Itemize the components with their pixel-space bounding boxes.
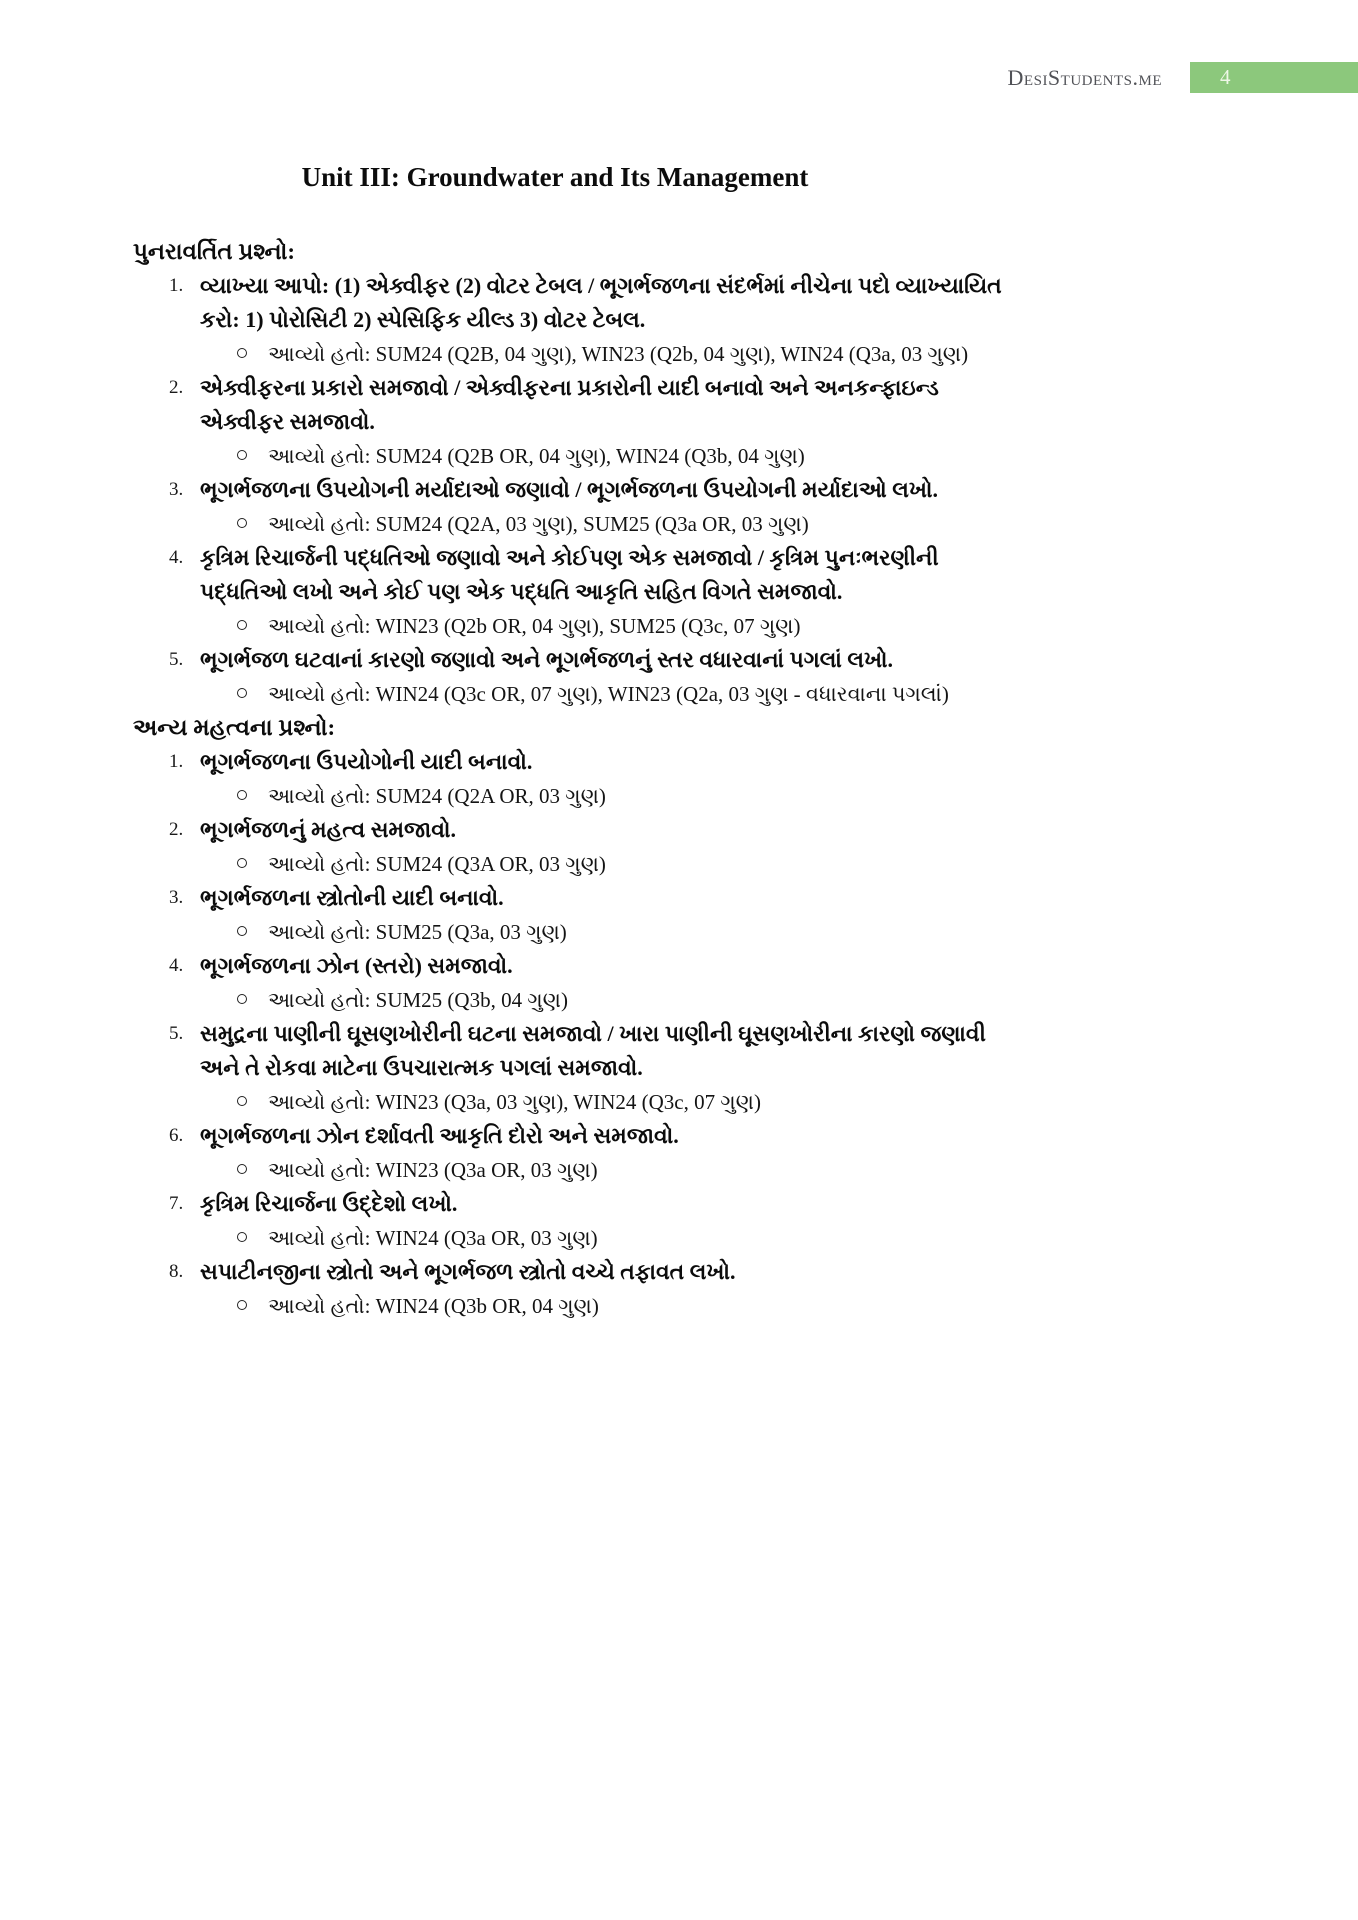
appeared-in-text: આવ્યો હતો: SUM24 (Q2B OR, 04 ગુણ), WIN24 (Q3b, 04 ગુણ) [268,444,805,468]
question-text: વ્યાખ્યા આપો: (1) એક્વીફર (2) વોટર ટેબલ / ભૂગર્ભજળના સંદર્ભમાં નીચેના પદો વ્યાખ્યાયિત કરો: 1) પોરોસિટી 2) સ્પેસિફિક યીલ્ડ 3) વોટર ટેબલ. [200,273,1002,332]
section-repeated-questions [133,235,1017,711]
appeared-in-text: આવ્યો હતો: WIN24 (Q3c OR, 07 ગુણ), WIN23 (Q2a, 03 ગુણ - વધારવાના પગલાં) [268,682,949,706]
item-number: 4. [169,955,184,976]
item-number: 1. [169,751,184,772]
appeared-in-text: આવ્યો હતો: SUM25 (Q3a, 03 ગુણ) [268,920,567,944]
question-text: ભૂગર્ભજળનું મહત્વ સમજાવો. [200,817,456,842]
item-number: 4. [169,547,184,568]
question-item [133,1017,1017,1119]
item-number: 2. [169,819,184,840]
item-number: 8. [169,1261,184,1282]
appeared-in-text: આવ્યો હતો: WIN24 (Q3a OR, 03 ગુણ) [268,1226,598,1250]
question-item [133,1255,1017,1323]
item-number: 2. [169,377,184,398]
circle-bullet-icon [237,994,247,1004]
question-item [133,1187,1017,1255]
circle-bullet-icon [237,1232,247,1242]
question-text: ભૂગર્ભજળના સ્ત્રોતોની યાદી બનાવો. [200,885,504,910]
item-number: 6. [169,1125,184,1146]
circle-bullet-icon [237,790,247,800]
circle-bullet-icon [237,1300,247,1310]
section-heading-other: અન્ય મહત્વના પ્રશ્નો: [133,715,336,740]
question-item [133,473,1017,541]
circle-bullet-icon [237,1096,247,1106]
appeared-in-text: આવ્યો હતો: WIN23 (Q3a, 03 ગુણ), WIN24 (Q3c, 07 ગુણ) [268,1090,761,1114]
circle-bullet-icon [237,518,247,528]
appeared-in-text: આવ્યો હતો: SUM24 (Q2A OR, 03 ગુણ) [268,784,606,808]
circle-bullet-icon [237,926,247,936]
question-item [133,813,1017,881]
question-item [133,269,1017,371]
page-number-badge: 4 [1190,62,1358,93]
item-number: 7. [169,1193,184,1214]
page-header [0,62,1358,96]
question-item [133,1119,1017,1187]
question-text: કૃત્રિમ રિચાર્જના ઉદ્દેશો લખો. [200,1191,458,1216]
appeared-in-text: આવ્યો હતો: SUM24 (Q2B, 04 ગુણ), WIN23 (Q2b, 04 ગુણ), WIN24 (Q3a, 03 ગુણ) [268,342,969,366]
circle-bullet-icon [237,858,247,868]
appeared-in-text: આવ્યો હતો: WIN24 (Q3b OR, 04 ગુણ) [268,1294,599,1318]
question-item [133,643,1017,711]
site-name: DesiStudents.me [1007,65,1162,90]
question-item [133,745,1017,813]
item-number: 1. [169,275,184,296]
question-text: એક્વીફરના પ્રકારો સમજાવો / એક્વીફરના પ્રકારોની યાદી બનાવો અને અનકન્ફાઇન્ડ એક્વીફર સમજાવો. [200,375,939,434]
section-heading-repeated: પુનરાવર્તિત પ્રશ્નો: [133,239,296,264]
appeared-in-text: આવ્યો હતો: SUM25 (Q3b, 04 ગુણ) [268,988,568,1012]
item-number: 5. [169,649,184,670]
item-number: 3. [169,479,184,500]
appeared-in-text: આવ્યો હતો: SUM24 (Q2A, 03 ગુણ), SUM25 (Q3a OR, 03 ગુણ) [268,512,809,536]
appeared-in-text: આવ્યો હતો: WIN23 (Q2b OR, 04 ગુણ), SUM25 (Q3c, 07 ગુણ) [268,614,801,638]
question-text: ભૂગર્ભજળના ઉપયોગની મર્યાદાઓ જણાવો / ભૂગર્ભજળના ઉપયોગની મર્યાદાઓ લખો. [200,477,939,502]
appeared-in-text: આવ્યો હતો: WIN23 (Q3a OR, 03 ગુણ) [268,1158,598,1182]
circle-bullet-icon [237,450,247,460]
circle-bullet-icon [237,620,247,630]
item-number: 3. [169,887,184,908]
question-text: ભૂગર્ભજળના ઝોન દર્શાવતી આકૃતિ દોરો અને સમજાવો. [200,1123,679,1148]
question-text: ભૂગર્ભજળના ઉપયોગોની યાદી બનાવો. [200,749,533,774]
page-title: Unit III: Groundwater and Its Management [301,162,809,192]
question-text: સમુદ્રના પાણીની ઘૂસણખોરીની ઘટના સમજાવો / ખારા પાણીની ઘૂસણખોરીના કારણો જણાવી અને તે રોકવા માટેના ઉપચારાત્મક પગલાં સમજાવો. [200,1021,986,1080]
question-item [133,371,1017,473]
circle-bullet-icon [237,688,247,698]
question-item [133,881,1017,949]
document-content [133,162,1017,1323]
circle-bullet-icon [237,1164,247,1174]
question-text: ભૂગર્ભજળ ઘટવાનાં કારણો જણાવો અને ભૂગર્ભજળનું સ્તર વધારવાનાં પગલાં લખો. [200,647,894,672]
question-item [133,949,1017,1017]
question-text: સપાટીનજીના સ્ત્રોતો અને ભૂગર્ભજળ સ્ત્રોતો વચ્ચે તફાવત લખો. [200,1259,736,1284]
circle-bullet-icon [237,348,247,358]
item-number: 5. [169,1023,184,1044]
appeared-in-text: આવ્યો હતો: SUM24 (Q3A OR, 03 ગુણ) [268,852,606,876]
question-text: કૃત્રિમ રિચાર્જની પદ્ધતિઓ જણાવો અને કોઈપણ એક સમજાવો / કૃત્રિમ પુનઃભરણીની પદ્ધતિઓ લખો અને કોઈ પણ એક પદ્ધતિ આકૃતિ સહિત વિગતે સમજાવો. [200,545,939,604]
question-item [133,541,1017,643]
section-other-questions [133,711,1017,1323]
question-text: ભૂગર્ભજળના ઝોન (સ્તરો) સમજાવો. [200,953,513,978]
